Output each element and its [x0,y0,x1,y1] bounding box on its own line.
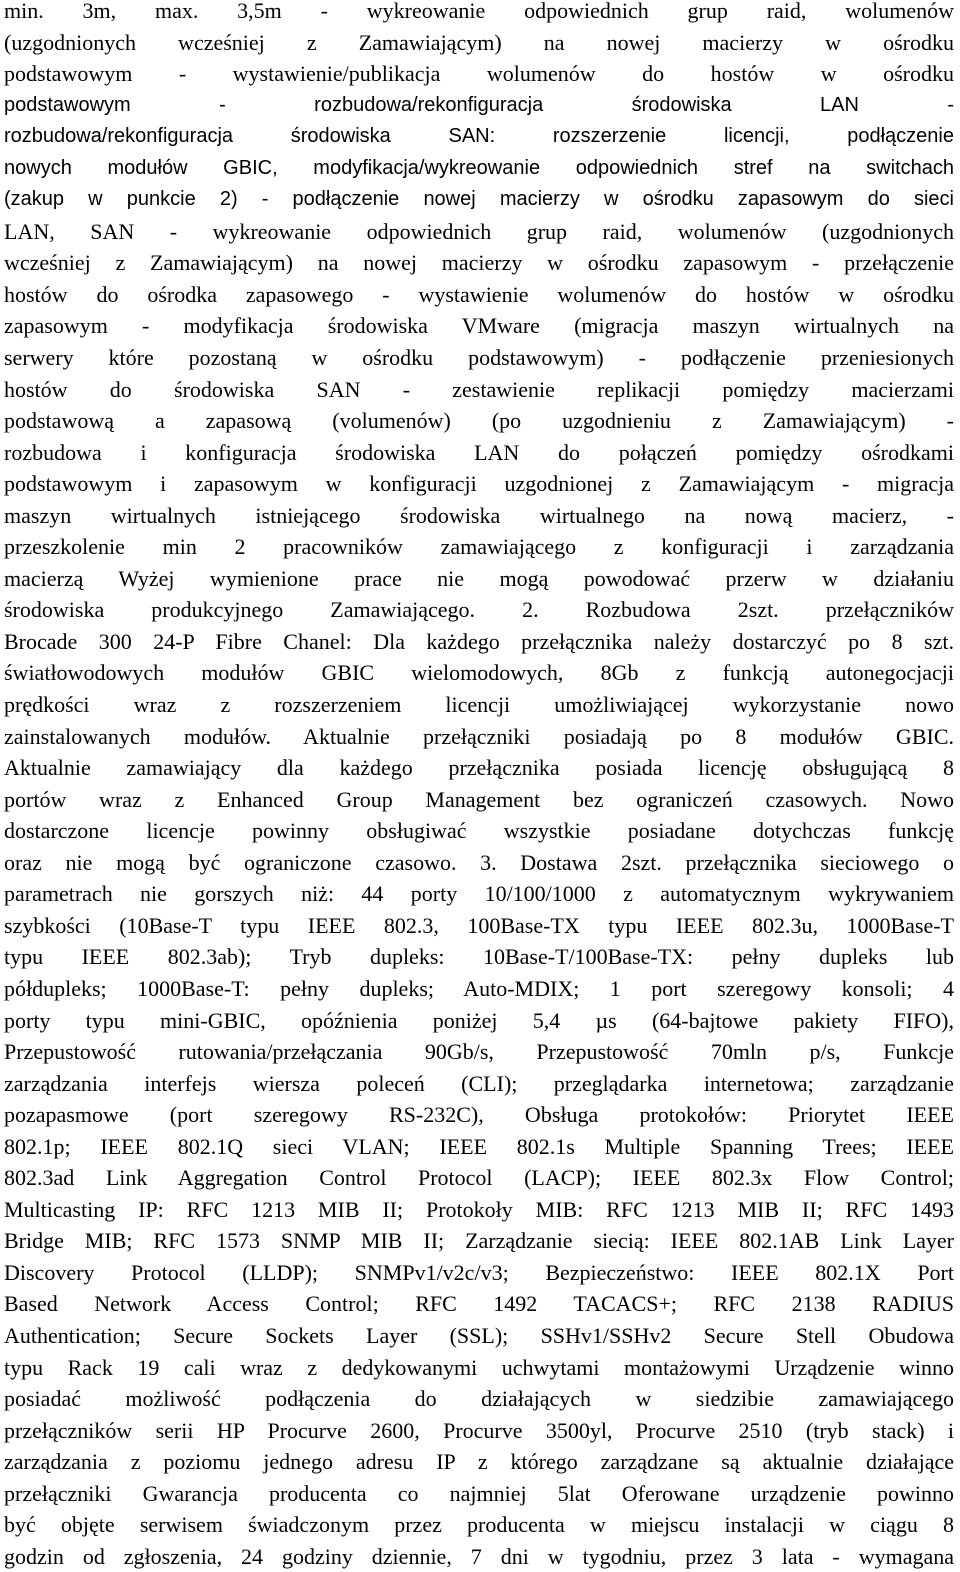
text-line-8: LAN, SAN - wykreowanie odpowiednich grup raid, wolumenów (uzgodnionych [4,218,954,244]
text-line-40: Bridge MIB; RFC 1573 SNMP MIB II; Zarządzanie siecią: IEEE 802.1AB Link Layer [4,1228,954,1254]
text-line-3: podstawowym - wystawienie/publikacja wolumenów do hostów w ośrodku [4,61,954,87]
text-line-11: zapasowym - modyfikacja środowiska VMware (migracja maszyn wirtualnych na [4,313,954,339]
text-line-13: hostów do środowiska SAN - zestawienie replikacji pomiędzy macierzami [4,376,954,402]
text-line-21: Brocade 300 24-P Fibre Chanel: Dla każdego przełącznika należy dostarczyć po 8 szt. [4,628,954,654]
text-line-42: Based Network Access Control; RFC 1492 TACACS+; RFC 2138 RADIUS [4,1291,954,1317]
text-line-25: Aktualnie zamawiający dla każdego przełącznika posiada licencję obsługującą 8 [4,755,954,781]
text-line-41: Discovery Protocol (LLDP); SNMPv1/v2c/v3; Bezpieczeństwo: IEEE 802.1X Port [4,1259,954,1285]
text-line-20: środowiska produkcyjnego Zamawiającego. 2. Rozbudowa 2szt. przełączników [4,597,954,623]
text-line-28: oraz nie mogą być ograniczone czasowo. 3. Dostawa 2szt. przełącznika sieciowego o [4,849,954,875]
text-line-33: porty typu mini-GBIC, opóźnienia poniżej 5,4 µs (64-bajtowe pakiety FIFO), [4,1007,954,1033]
document-page [4,0,954,1572]
text-line-43: Authentication; Secure Sockets Layer (SSL); SSHv1/SSHv2 Secure Stell Obudowa [4,1322,954,1348]
text-line-19: macierzą Wyżej wymienione prace nie mogą powodować przerw w działaniu [4,565,954,591]
text-line-17: maszyn wirtualnych istniejącego środowiska wirtualnego na nową macierz, - [4,502,954,528]
text-line-36: pozapasmowe (port szeregowy RS-232C), Obsługa protokołów: Priorytet IEEE [4,1102,954,1128]
text-line-34: Przepustowość rutowania/przełączania 90Gb/s, Przepustowość 70mln p/s, Funkcje [4,1039,954,1065]
text-line-4: podstawowym - rozbudowa/rekonfiguracja środowiska LAN - [4,93,954,116]
text-line-16: podstawowym i zapasowym w konfiguracji uzgodnionej z Zamawiającym - migracja [4,471,954,497]
text-line-35: zarządzania interfejs wiersza poleceń (CLI); przeglądarka internetowa; zarządzanie [4,1070,954,1096]
text-line-14: podstawową a zapasową (volumenów) (po uzgodnieniu z Zamawiającym) - [4,408,954,434]
text-line-2: (uzgodnionych wcześniej z Zamawiającym) na nowej macierzy w ośrodku [4,29,954,55]
text-line-10: hostów do ośrodka zapasowego - wystawienie wolumenów do hostów w ośrodku [4,281,954,307]
text-line-12: serwery które pozostaną w ośrodku podstawowym) - podłączenie przeniesionych [4,345,954,371]
text-line-9: wcześniej z Zamawiającym) na nowej macierzy w ośrodku zapasowym - przełączenie [4,250,954,276]
text-line-1: min. 3m, max. 3,5m - wykreowanie odpowiednich grup raid, wolumenów [4,0,954,23]
text-line-27: dostarczone licencje powinny obsługiwać wszystkie posiadane dotychczas funkcję [4,818,954,844]
text-line-48: przełączniki Gwarancja producenta co najmniej 5lat Oferowane urządzenie powinno [4,1480,954,1506]
text-line-7: (zakup w punkcie 2) - podłączenie nowej macierzy w ośrodku zapasowym do sieci [4,188,954,211]
text-line-26: portów wraz z Enhanced Group Management bez ograniczeń czasowych. Nowo [4,786,954,812]
text-line-15: rozbudowa i konfiguracja środowiska LAN do połączeń pomiędzy ośrodkami [4,439,954,465]
text-line-29: parametrach nie gorszych niż: 44 porty 10/100/1000 z automatycznym wykrywaniem [4,881,954,907]
text-line-6: nowych modułów GBIC, modyfikacja/wykreowanie odpowiednich stref na switchach [4,156,954,179]
text-line-47: zarządzania z poziomu jednego adresu IP z którego zarządzane są aktualnie działające [4,1449,954,1475]
text-line-31: typu IEEE 802.3ab); Tryb dupleks: 10Base-T/100Base-TX: pełny dupleks lub [4,944,954,970]
text-line-24: zainstalowanych modułów. Aktualnie przełączniki posiadają po 8 modułów GBIC. [4,723,954,749]
text-line-39: Multicasting IP: RFC 1213 MIB II; Protokoły MIB: RFC 1213 MIB II; RFC 1493 [4,1196,954,1222]
text-line-38: 802.3ad Link Aggregation Control Protocol (LACP); IEEE 802.3x Flow Control; [4,1165,954,1191]
text-line-30: szybkości (10Base-T typu IEEE 802.3, 100Base-TX typu IEEE 802.3u, 1000Base-T [4,912,954,938]
text-line-49: być objęte serwisem świadczonym przez producenta w miejscu instalacji w ciągu 8 [4,1512,954,1538]
text-line-46: przełączników serii HP Procurve 2600, Procurve 3500yl, Procurve 2510 (tryb stack) i [4,1417,954,1443]
text-line-5: rozbudowa/rekonfiguracja środowiska SAN: rozszerzenie licencji, podłączenie [4,125,954,148]
text-line-37: 802.1p; IEEE 802.1Q sieci VLAN; IEEE 802.1s Multiple Spanning Trees; IEEE [4,1133,954,1159]
text-line-45: posiadać możliwość podłączenia do działających w siedzibie zamawiającego [4,1386,954,1412]
text-line-18: przeszkolenie min 2 pracowników zamawiającego z konfiguracji i zarządzania [4,534,954,560]
text-line-50: godzin od zgłoszenia, 24 godziny dziennie, 7 dni w tygodniu, przez 3 lata - wymagana [4,1543,954,1569]
text-line-22: światłowodowych modułów GBIC wielomodowych, 8Gb z funkcją autonegocjacji [4,660,954,686]
text-line-23: prędkości wraz z rozszerzeniem licencji umożliwiającej wykorzystanie nowo [4,692,954,718]
text-line-44: typu Rack 19 cali wraz z dedykowanymi uchwytami montażowymi Urządzenie winno [4,1354,954,1380]
text-line-32: półdupleks; 1000Base-T: pełny dupleks; Auto-MDIX; 1 port szeregowy konsoli; 4 [4,975,954,1001]
